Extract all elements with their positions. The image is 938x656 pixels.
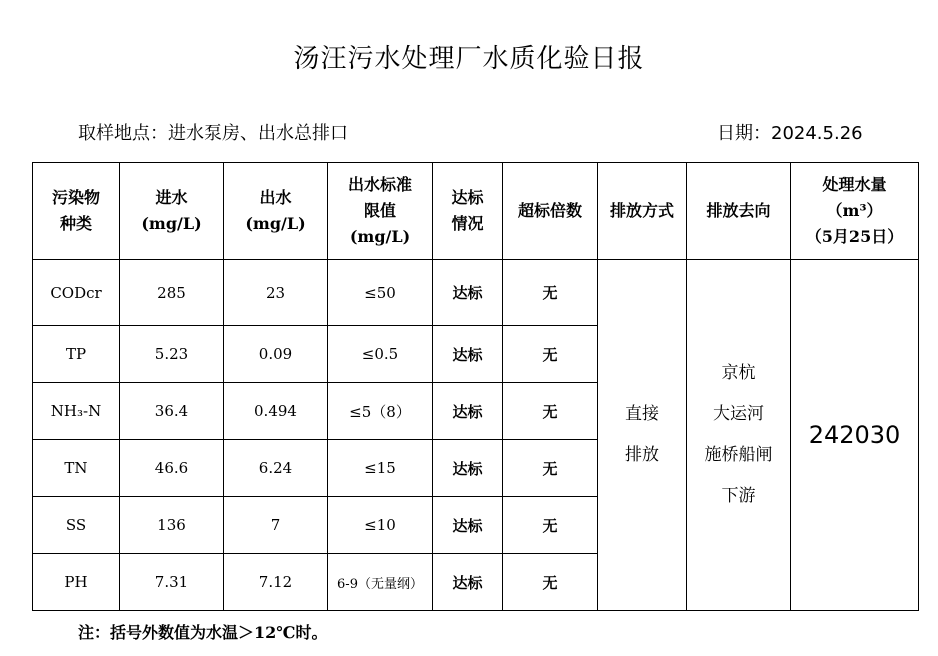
outflow-value: 0.494 bbox=[224, 383, 328, 440]
status-value: 达标 bbox=[433, 260, 503, 326]
header-exceed: 超标倍数 bbox=[503, 163, 598, 260]
pollutant-name: TP bbox=[33, 326, 120, 383]
status-value: 达标 bbox=[433, 383, 503, 440]
limit-value: ≤5（8） bbox=[328, 383, 433, 440]
header-limit: 出水标准 限值 (mg/L) bbox=[328, 163, 433, 260]
header-row bbox=[33, 163, 919, 260]
status-value: 达标 bbox=[433, 554, 503, 611]
pollutant-name: CODcr bbox=[33, 260, 120, 326]
exceed-value: 无 bbox=[503, 554, 598, 611]
inflow-value: 5.23 bbox=[120, 326, 224, 383]
status-value: 达标 bbox=[433, 326, 503, 383]
exceed-value: 无 bbox=[503, 497, 598, 554]
header-discharge-method: 排放方式 bbox=[598, 163, 687, 260]
limit-value: ≤15 bbox=[328, 440, 433, 497]
outflow-value: 7 bbox=[224, 497, 328, 554]
footnote: 注：括号外数值为水温＞12℃时。 bbox=[78, 623, 328, 642]
pollutant-name: TN bbox=[33, 440, 120, 497]
status-value: 达标 bbox=[433, 440, 503, 497]
header-inflow: 进水 (mg/L) bbox=[120, 163, 224, 260]
table-row bbox=[33, 260, 919, 326]
limit-value: 6-9（无量纲） bbox=[328, 554, 433, 611]
header-discharge-destination: 排放去向 bbox=[687, 163, 791, 260]
pollutant-name: NH₃-N bbox=[33, 383, 120, 440]
pollutant-name: SS bbox=[33, 497, 120, 554]
outflow-value: 0.09 bbox=[224, 326, 328, 383]
limit-value: ≤10 bbox=[328, 497, 433, 554]
status-value: 达标 bbox=[433, 497, 503, 554]
discharge-destination: 京杭 大运河 施桥船闸 下游 bbox=[687, 260, 791, 611]
inflow-value: 46.6 bbox=[120, 440, 224, 497]
exceed-value: 无 bbox=[503, 260, 598, 326]
pollutant-name: PH bbox=[33, 554, 120, 611]
outflow-value: 7.12 bbox=[224, 554, 328, 611]
sampling-location: 取样地点：进水泵房、出水总排口 bbox=[78, 123, 348, 144]
limit-value: ≤50 bbox=[328, 260, 433, 326]
header-status: 达标 情况 bbox=[433, 163, 503, 260]
report-title: 汤汪污水处理厂水质化验日报 bbox=[293, 44, 645, 74]
exceed-value: 无 bbox=[503, 440, 598, 497]
header-pollutant: 污染物 种类 bbox=[33, 163, 120, 260]
limit-value: ≤0.5 bbox=[328, 326, 433, 383]
exceed-value: 无 bbox=[503, 326, 598, 383]
outflow-value: 6.24 bbox=[224, 440, 328, 497]
header-outflow: 出水 (mg/L) bbox=[224, 163, 328, 260]
report-date: 日期：2024.5.26 bbox=[717, 123, 863, 144]
water-quality-table bbox=[32, 162, 919, 611]
discharge-method: 直接 排放 bbox=[598, 260, 687, 611]
header-treated-volume: 处理水量 （m³） （5月25日） bbox=[791, 163, 919, 260]
inflow-value: 7.31 bbox=[120, 554, 224, 611]
exceed-value: 无 bbox=[503, 383, 598, 440]
inflow-value: 136 bbox=[120, 497, 224, 554]
outflow-value: 23 bbox=[224, 260, 328, 326]
inflow-value: 285 bbox=[120, 260, 224, 326]
treated-volume: 242030 bbox=[791, 260, 919, 611]
inflow-value: 36.4 bbox=[120, 383, 224, 440]
